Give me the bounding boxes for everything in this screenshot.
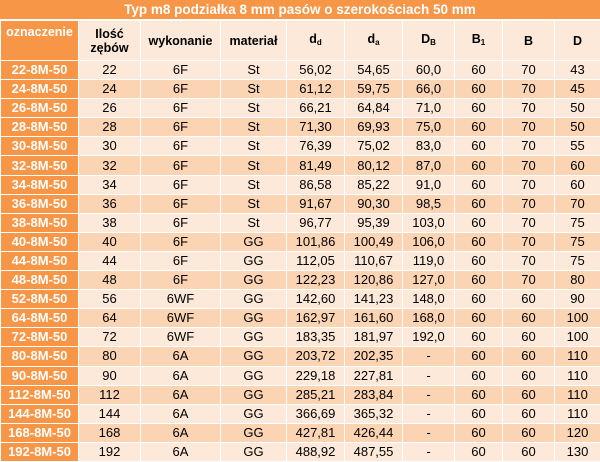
cell-b1: 60 [455, 194, 503, 213]
cell-db: - [403, 385, 455, 404]
cell-d: 55 [555, 137, 600, 156]
cell-teeth: 36 [79, 194, 141, 213]
cell-designation: 26-8M-50 [1, 99, 79, 118]
cell-dd: 101,86 [287, 232, 345, 251]
cell-da: 120,86 [345, 271, 403, 290]
cell-dd: 366,69 [287, 404, 345, 423]
table-row [1, 61, 600, 80]
cell-b1: 60 [455, 442, 503, 461]
cell-teeth: 38 [79, 213, 141, 232]
cell-db: - [403, 366, 455, 385]
table-body [1, 61, 600, 462]
cell-designation: 144-8M-50 [1, 404, 79, 423]
cell-execution: 6F [141, 61, 221, 80]
cell-teeth: 28 [79, 118, 141, 137]
cell-execution: 6F [141, 213, 221, 232]
cell-d: 110 [555, 366, 600, 385]
header-row [1, 21, 600, 61]
cell-b1: 60 [455, 213, 503, 232]
cell-da: 426,44 [345, 423, 403, 442]
cell-dd: 91,67 [287, 194, 345, 213]
cell-b1: 60 [455, 347, 503, 366]
header-db: $D_B$ [403, 21, 455, 61]
cell-da: 365,32 [345, 404, 403, 423]
cell-da: 54,65 [345, 61, 403, 80]
cell-material: St [221, 118, 287, 137]
cell-b: 70 [503, 232, 555, 251]
cell-b: 60 [503, 366, 555, 385]
header-teeth-count: Ilość zębów [79, 21, 141, 61]
cell-d: 60 [555, 156, 600, 175]
cell-teeth: 44 [79, 251, 141, 270]
cell-material: St [221, 99, 287, 118]
table-row [1, 118, 600, 137]
cell-teeth: 32 [79, 156, 141, 175]
cell-b: 60 [503, 328, 555, 347]
cell-dd: 71,30 [287, 118, 345, 137]
cell-dd: 112,05 [287, 251, 345, 270]
cell-b1: 60 [455, 137, 503, 156]
cell-material: St [221, 194, 287, 213]
cell-b: 60 [503, 309, 555, 328]
cell-b: 70 [503, 99, 555, 118]
header-b: B [503, 21, 555, 61]
cell-b1: 60 [455, 290, 503, 309]
cell-execution: 6A [141, 442, 221, 461]
cell-dd: 81,49 [287, 156, 345, 175]
cell-b: 70 [503, 118, 555, 137]
table-row [1, 271, 600, 290]
cell-teeth: 192 [79, 442, 141, 461]
cell-designation: 36-8M-50 [1, 194, 79, 213]
cell-db: 192,0 [403, 328, 455, 347]
cell-designation: 38-8M-50 [1, 213, 79, 232]
cell-db: 71,0 [403, 99, 455, 118]
cell-b: 60 [503, 423, 555, 442]
cell-db: 127,0 [403, 271, 455, 290]
cell-designation: 192-8M-50 [1, 442, 79, 461]
cell-execution: 6A [141, 347, 221, 366]
cell-teeth: 168 [79, 423, 141, 442]
cell-teeth: 72 [79, 328, 141, 347]
cell-execution: 6F [141, 137, 221, 156]
cell-dd: 285,21 [287, 385, 345, 404]
cell-teeth: 112 [79, 385, 141, 404]
cell-designation: 52-8M-50 [1, 290, 79, 309]
cell-material: GG [221, 271, 287, 290]
cell-dd: 183,35 [287, 328, 345, 347]
cell-b: 70 [503, 175, 555, 194]
cell-designation: 168-8M-50 [1, 423, 79, 442]
cell-designation: 112-8M-50 [1, 385, 79, 404]
cell-b: 60 [503, 404, 555, 423]
cell-db: 60,0 [403, 61, 455, 80]
table-row [1, 290, 600, 309]
cell-da: 95,39 [345, 213, 403, 232]
cell-da: 227,81 [345, 366, 403, 385]
cell-db: 119,0 [403, 251, 455, 270]
cell-teeth: 56 [79, 290, 141, 309]
cell-d: 43 [555, 61, 600, 80]
cell-b1: 60 [455, 328, 503, 347]
cell-b: 70 [503, 194, 555, 213]
header-d: D [555, 21, 600, 61]
cell-material: GG [221, 423, 287, 442]
cell-teeth: 80 [79, 347, 141, 366]
cell-b1: 60 [455, 61, 503, 80]
cell-material: GG [221, 232, 287, 251]
cell-b: 60 [503, 290, 555, 309]
cell-teeth: 90 [79, 366, 141, 385]
table-row [1, 442, 600, 461]
cell-d: 120 [555, 423, 600, 442]
cell-b1: 60 [455, 251, 503, 270]
table-row [1, 156, 600, 175]
cell-designation: 40-8M-50 [1, 232, 79, 251]
cell-d: 100 [555, 328, 600, 347]
cell-execution: 6F [141, 80, 221, 99]
table-row [1, 366, 600, 385]
cell-designation: 72-8M-50 [1, 328, 79, 347]
cell-material: GG [221, 328, 287, 347]
cell-da: 283,84 [345, 385, 403, 404]
cell-designation: 34-8M-50 [1, 175, 79, 194]
cell-db: 98,5 [403, 194, 455, 213]
table-row [1, 328, 600, 347]
cell-db: 87,0 [403, 156, 455, 175]
cell-db: - [403, 404, 455, 423]
cell-material: GG [221, 347, 287, 366]
cell-d: 75 [555, 213, 600, 232]
header-dd: $d_d$ [287, 21, 345, 61]
cell-dd: 427,81 [287, 423, 345, 442]
cell-b1: 60 [455, 118, 503, 137]
dimensions-table [0, 20, 600, 462]
header-material: materiał [221, 21, 287, 61]
cell-dd: 66,21 [287, 99, 345, 118]
cell-designation: 22-8M-50 [1, 61, 79, 80]
cell-b: 60 [503, 385, 555, 404]
cell-b1: 60 [455, 423, 503, 442]
cell-db: - [403, 442, 455, 461]
cell-da: 141,23 [345, 290, 403, 309]
table-row [1, 309, 600, 328]
cell-da: 80,12 [345, 156, 403, 175]
cell-d: 60 [555, 175, 600, 194]
cell-dd: 203,72 [287, 347, 345, 366]
cell-execution: 6A [141, 366, 221, 385]
cell-designation: 24-8M-50 [1, 80, 79, 99]
cell-db: - [403, 423, 455, 442]
cell-b1: 60 [455, 385, 503, 404]
cell-b1: 60 [455, 366, 503, 385]
cell-b1: 60 [455, 175, 503, 194]
cell-dd: 162,97 [287, 309, 345, 328]
cell-b1: 60 [455, 309, 503, 328]
cell-d: 75 [555, 232, 600, 251]
cell-material: GG [221, 309, 287, 328]
cell-db: 103,0 [403, 213, 455, 232]
cell-da: 110,67 [345, 251, 403, 270]
cell-b: 60 [503, 442, 555, 461]
cell-execution: 6A [141, 423, 221, 442]
cell-b: 70 [503, 156, 555, 175]
cell-d: 45 [555, 80, 600, 99]
cell-db: 83,0 [403, 137, 455, 156]
cell-dd: 122,23 [287, 271, 345, 290]
cell-d: 110 [555, 404, 600, 423]
cell-b1: 60 [455, 232, 503, 251]
table-title: Typ m8 podziałka 8 mm pasów o szerokościach 50 mm [0, 0, 600, 20]
cell-execution: 6F [141, 251, 221, 270]
cell-designation: 80-8M-50 [1, 347, 79, 366]
cell-material: GG [221, 442, 287, 461]
cell-teeth: 64 [79, 309, 141, 328]
table-row [1, 423, 600, 442]
cell-b: 70 [503, 271, 555, 290]
cell-material: GG [221, 404, 287, 423]
cell-material: GG [221, 251, 287, 270]
cell-da: 75,02 [345, 137, 403, 156]
cell-da: 100,49 [345, 232, 403, 251]
table-row [1, 251, 600, 270]
cell-material: St [221, 213, 287, 232]
cell-dd: 488,92 [287, 442, 345, 461]
cell-dd: 229,18 [287, 366, 345, 385]
cell-da: 69,93 [345, 118, 403, 137]
cell-b: 70 [503, 251, 555, 270]
cell-da: 90,30 [345, 194, 403, 213]
table-row [1, 213, 600, 232]
cell-teeth: 34 [79, 175, 141, 194]
cell-execution: 6F [141, 232, 221, 251]
cell-material: GG [221, 366, 287, 385]
cell-execution: 6F [141, 156, 221, 175]
cell-execution: 6WF [141, 290, 221, 309]
cell-b1: 60 [455, 404, 503, 423]
cell-d: 80 [555, 271, 600, 290]
table-row [1, 194, 600, 213]
cell-b: 70 [503, 213, 555, 232]
header-da: $d_a$ [345, 21, 403, 61]
header-execution: wykonanie [141, 21, 221, 61]
cell-teeth: 144 [79, 404, 141, 423]
cell-db: 106,0 [403, 232, 455, 251]
cell-teeth: 48 [79, 271, 141, 290]
cell-execution: 6WF [141, 309, 221, 328]
cell-db: 91,0 [403, 175, 455, 194]
cell-material: St [221, 137, 287, 156]
cell-b: 60 [503, 347, 555, 366]
cell-designation: 32-8M-50 [1, 156, 79, 175]
cell-d: 50 [555, 118, 600, 137]
table-row [1, 137, 600, 156]
cell-da: 161,60 [345, 309, 403, 328]
cell-teeth: 22 [79, 61, 141, 80]
cell-d: 70 [555, 194, 600, 213]
cell-b1: 60 [455, 80, 503, 99]
cell-execution: 6A [141, 404, 221, 423]
cell-dd: 61,12 [287, 80, 345, 99]
table-row [1, 80, 600, 99]
cell-da: 181,97 [345, 328, 403, 347]
cell-d: 110 [555, 347, 600, 366]
cell-designation: 28-8M-50 [1, 118, 79, 137]
cell-execution: 6F [141, 175, 221, 194]
cell-db: 168,0 [403, 309, 455, 328]
cell-execution: 6F [141, 118, 221, 137]
cell-d: 50 [555, 99, 600, 118]
cell-b1: 60 [455, 156, 503, 175]
cell-da: 64,84 [345, 99, 403, 118]
table-row [1, 385, 600, 404]
cell-dd: 142,60 [287, 290, 345, 309]
cell-material: St [221, 175, 287, 194]
cell-b: 70 [503, 80, 555, 99]
cell-execution: 6F [141, 99, 221, 118]
cell-material: St [221, 61, 287, 80]
table-row [1, 99, 600, 118]
cell-d: 130 [555, 442, 600, 461]
table-row [1, 404, 600, 423]
cell-designation: 30-8M-50 [1, 137, 79, 156]
cell-da: 202,35 [345, 347, 403, 366]
header-b1: $B_1$ [455, 21, 503, 61]
cell-material: GG [221, 385, 287, 404]
cell-b: 70 [503, 61, 555, 80]
cell-execution: 6WF [141, 328, 221, 347]
cell-material: St [221, 156, 287, 175]
table-row [1, 175, 600, 194]
cell-d: 100 [555, 309, 600, 328]
cell-dd: 86,58 [287, 175, 345, 194]
cell-b1: 60 [455, 271, 503, 290]
table-row [1, 232, 600, 251]
cell-db: 66,0 [403, 80, 455, 99]
cell-b: 70 [503, 137, 555, 156]
cell-d: 110 [555, 385, 600, 404]
cell-material: St [221, 80, 287, 99]
cell-db: 148,0 [403, 290, 455, 309]
cell-designation: 44-8M-50 [1, 251, 79, 270]
cell-execution: 6F [141, 194, 221, 213]
cell-dd: 76,39 [287, 137, 345, 156]
cell-teeth: 26 [79, 99, 141, 118]
cell-teeth: 24 [79, 80, 141, 99]
table-row [1, 347, 600, 366]
cell-d: 90 [555, 290, 600, 309]
cell-designation: 48-8M-50 [1, 271, 79, 290]
cell-dd: 96,77 [287, 213, 345, 232]
cell-da: 59,75 [345, 80, 403, 99]
cell-teeth: 40 [79, 232, 141, 251]
cell-d: 75 [555, 251, 600, 270]
cell-teeth: 30 [79, 137, 141, 156]
cell-db: 75,0 [403, 118, 455, 137]
cell-material: GG [221, 290, 287, 309]
cell-designation: 90-8M-50 [1, 366, 79, 385]
cell-execution: 6A [141, 385, 221, 404]
cell-db: - [403, 347, 455, 366]
cell-designation: 64-8M-50 [1, 309, 79, 328]
header-designation: oznaczenie [1, 21, 79, 61]
cell-execution: 6F [141, 271, 221, 290]
cell-dd: 56,02 [287, 61, 345, 80]
cell-da: 85,22 [345, 175, 403, 194]
cell-da: 487,55 [345, 442, 403, 461]
cell-b1: 60 [455, 99, 503, 118]
